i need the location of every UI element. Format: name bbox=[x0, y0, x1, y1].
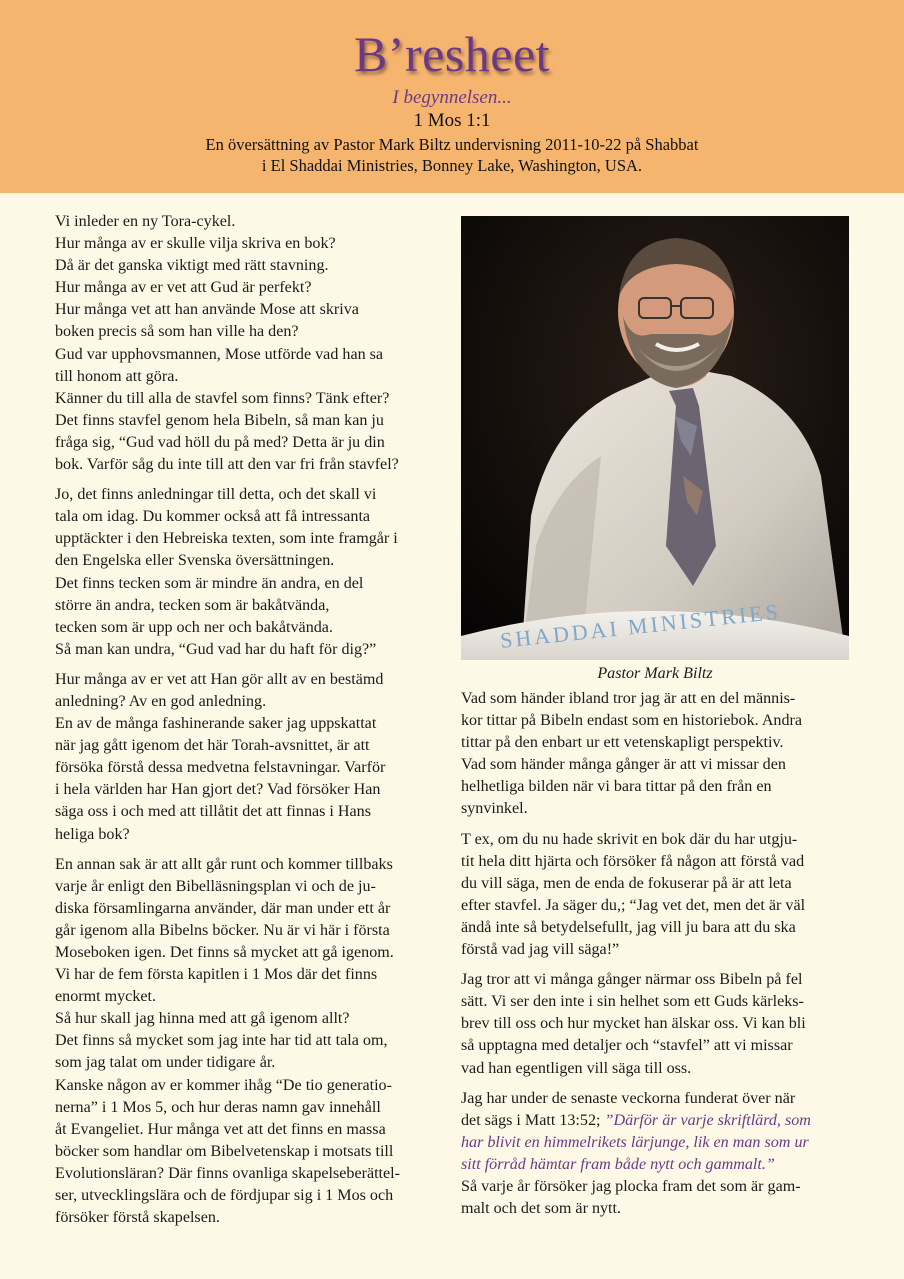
bible-quote: har blivit en himmelrikets lärjunge, lik en man som ur bbox=[461, 1133, 809, 1151]
text-line: efter stavfel. Ja säger du,; “Jag vet det, men det är väl bbox=[461, 896, 806, 914]
text-line: anledning? Av en god anledning. bbox=[55, 692, 267, 710]
text-line bbox=[461, 1110, 853, 1132]
pastor-photo bbox=[461, 216, 849, 660]
text-line: Hur många av er vet att Gud är perfekt? bbox=[55, 279, 312, 297]
text-line: större än andra, tecken som är bakåtvända, bbox=[55, 596, 330, 614]
text-line: försöker förstå skapelsen. bbox=[55, 1209, 220, 1227]
text-line: enormt mycket. bbox=[55, 988, 157, 1006]
text-line: sätt. Vi ser den inte i sin helhet som ett Guds kärleks- bbox=[461, 993, 804, 1011]
text-line: heliga bok? bbox=[55, 825, 130, 843]
text-line: Vad som händer många gånger är att vi missar den bbox=[461, 756, 786, 774]
text-line bbox=[461, 1176, 853, 1198]
text-line: går igenom alla Bibelns böcker. Nu är vi här i första bbox=[55, 921, 390, 939]
text-line: böcker som handlar om Bibelvetenskap i motsats till bbox=[55, 1142, 394, 1160]
source-info-line-2: i El Shaddai Ministries, Bonney Lake, Washington, USA. bbox=[261, 156, 643, 175]
pastor-photo-illustration bbox=[461, 216, 849, 660]
paragraph-with-quote bbox=[461, 1088, 853, 1221]
text-line: när jag gått igenom det här Torah-avsnittet, är att bbox=[55, 737, 370, 755]
paragraph bbox=[55, 211, 447, 476]
text-line: säga oss i och med att tillåtit det att finnas i Hans bbox=[55, 803, 371, 821]
text-line: T ex, om du nu hade skrivit en bok där du har utgju- bbox=[461, 830, 798, 848]
text-line: som jag talat om under tidigare år. bbox=[55, 1054, 276, 1072]
text-line: upptäckter i den Hebreiska texten, som inte framgår i bbox=[55, 530, 398, 548]
text-line: Kanske någon av er kommer ihåg “De tio generatio- bbox=[55, 1076, 392, 1094]
text-line: tecken som är upp och ner och bakåtvända. bbox=[55, 618, 333, 636]
source-info-line-1: En översättning av Pastor Mark Biltz undervisning 2011-10-22 på Shabbat bbox=[205, 135, 699, 154]
text-line: Gud var upphovsmannen, Mose utförde vad han sa bbox=[55, 345, 384, 363]
text-line bbox=[461, 1088, 853, 1110]
text-line: helhetliga bilden när vi bara tittar på den från en bbox=[461, 778, 772, 796]
text-line: kor tittar på Bibeln endast som en historiebok. Andra bbox=[461, 712, 803, 730]
right-text-column bbox=[461, 688, 853, 1228]
text-line: Det finns tecken som är mindre än andra, en del bbox=[55, 574, 364, 592]
text-segment: Jag har under de senaste veckorna funderat över när bbox=[461, 1089, 796, 1107]
text-line bbox=[461, 1132, 853, 1154]
text-line: nerna” i 1 Mos 5, och hur deras namn gav innehåll bbox=[55, 1098, 381, 1116]
text-line: till honom att göra. bbox=[55, 367, 179, 385]
text-line: Evolutionsläran? Där finns ovanliga skapelseberättel- bbox=[55, 1164, 401, 1182]
text-line: Så man kan undra, “Gud vad har du haft för dig?” bbox=[55, 640, 377, 658]
text-line: du vill säga, men de enda de fokuserar på är att leta bbox=[461, 874, 792, 892]
text-line: En annan sak är att allt går runt och kommer tillbaks bbox=[55, 855, 393, 873]
text-segment: Så varje år försöker jag plocka fram det som är gam- bbox=[461, 1177, 801, 1195]
paragraph bbox=[55, 484, 447, 661]
text-line: fråga sig, “Gud vad höll du på med? Detta är ju din bbox=[55, 433, 385, 451]
text-line: Så hur skall jag hinna med att gå igenom allt? bbox=[55, 1010, 350, 1028]
paragraph bbox=[461, 688, 853, 821]
header-banner bbox=[0, 0, 904, 193]
paragraph bbox=[461, 969, 853, 1079]
paragraph bbox=[461, 829, 853, 962]
podium-lettering: SHADDAI MINISTRIES bbox=[498, 598, 782, 653]
text-line: brev till oss och hur mycket han älskar oss. Vi kan bli bbox=[461, 1015, 806, 1033]
paragraph bbox=[55, 669, 447, 846]
paragraph bbox=[55, 854, 447, 1230]
text-line: Hur många av er skulle vilja skriva en bok? bbox=[55, 235, 336, 253]
photo-caption: Pastor Mark Biltz bbox=[597, 665, 713, 682]
text-line: förstå vad jag vill säga!” bbox=[461, 941, 620, 959]
text-line: Vad som händer ibland tror jag är att en del männis- bbox=[461, 690, 796, 707]
text-line bbox=[461, 1154, 853, 1176]
text-line: diska församlingarna använder, där man under ett år bbox=[55, 899, 391, 917]
text-line: Det finns stavfel genom hela Bibeln, så man kan ju bbox=[55, 411, 384, 429]
bible-quote: ”Därför är varje skriftlärd, som bbox=[604, 1111, 811, 1129]
text-segment: malt och det som är nytt. bbox=[461, 1200, 622, 1218]
text-line bbox=[461, 1198, 853, 1220]
text-line: ändå inte så betydelsefullt, jag vill ju bara att du ska bbox=[461, 918, 796, 936]
text-line: i hela världen har Han gjort det? Vad försöker Han bbox=[55, 781, 381, 799]
text-line: Moseboken igen. Det finns så mycket att gå igenom. bbox=[55, 944, 394, 961]
text-line: Hur många vet att han använde Mose att skriva bbox=[55, 301, 359, 319]
text-line: Då är det ganska viktigt med rätt stavning. bbox=[55, 257, 329, 275]
text-line: åt Evangeliet. Hur många vet att det finns en massa bbox=[55, 1120, 386, 1138]
text-line: tit hela ditt hjärta och försöker få någon att förstå vad bbox=[461, 852, 805, 870]
text-line: så upptagna med detaljer och “stavfel” att vi missar bbox=[461, 1037, 793, 1055]
text-line: Vi har de fem första kapitlen i 1 Mos där det finns bbox=[55, 966, 378, 984]
text-line: vad han egentligen vill säga till oss. bbox=[461, 1059, 692, 1077]
text-line: försöka förstå dessa medvetna felstavningar. Varför bbox=[55, 759, 386, 777]
text-line: Vi inleder en ny Tora-cykel. bbox=[55, 213, 236, 230]
text-line: ser, utvecklingslära och de fördjupar sig i 1 Mos och bbox=[55, 1187, 394, 1205]
text-line: den Engelska eller Svenska översättningen. bbox=[55, 552, 335, 570]
text-line: Jag tror att vi många gånger närmar oss Bibeln på fel bbox=[461, 971, 803, 989]
text-line: Hur många av er vet att Han gör allt av en bestämd bbox=[55, 670, 384, 688]
scripture-reference: 1 Mos 1:1 bbox=[413, 110, 491, 131]
text-line: varje år enligt den Bibelläsningsplan vi och de ju- bbox=[55, 877, 376, 895]
left-text-column bbox=[55, 211, 447, 1237]
text-segment: det sägs i Matt 13:52; bbox=[461, 1111, 605, 1129]
page-title: B’resheet bbox=[353, 26, 551, 82]
text-line: boken precis så som han ville ha den? bbox=[55, 323, 299, 341]
text-line: Jo, det finns anledningar till detta, och det skall vi bbox=[55, 486, 377, 504]
page-subtitle: I begynnelsen... bbox=[392, 87, 512, 108]
text-line: bok. Varför såg du inte till att den var fri från stavfel? bbox=[55, 456, 399, 474]
text-line: tala om idag. Du kommer också att få intressanta bbox=[55, 508, 371, 526]
bible-quote: sitt förråd hämtar fram både nytt och gammalt.” bbox=[461, 1155, 775, 1173]
text-line: tittar på den enbart ur ett vetenskapligt perspektiv. bbox=[461, 734, 784, 752]
text-line: Känner du till alla de stavfel som finns? Tänk efter? bbox=[55, 389, 390, 407]
text-line: Det finns så mycket som jag inte har tid att tala om, bbox=[55, 1032, 388, 1050]
text-line: En av de många fashinerande saker jag uppskattat bbox=[55, 715, 377, 733]
text-line: synvinkel. bbox=[461, 800, 528, 818]
